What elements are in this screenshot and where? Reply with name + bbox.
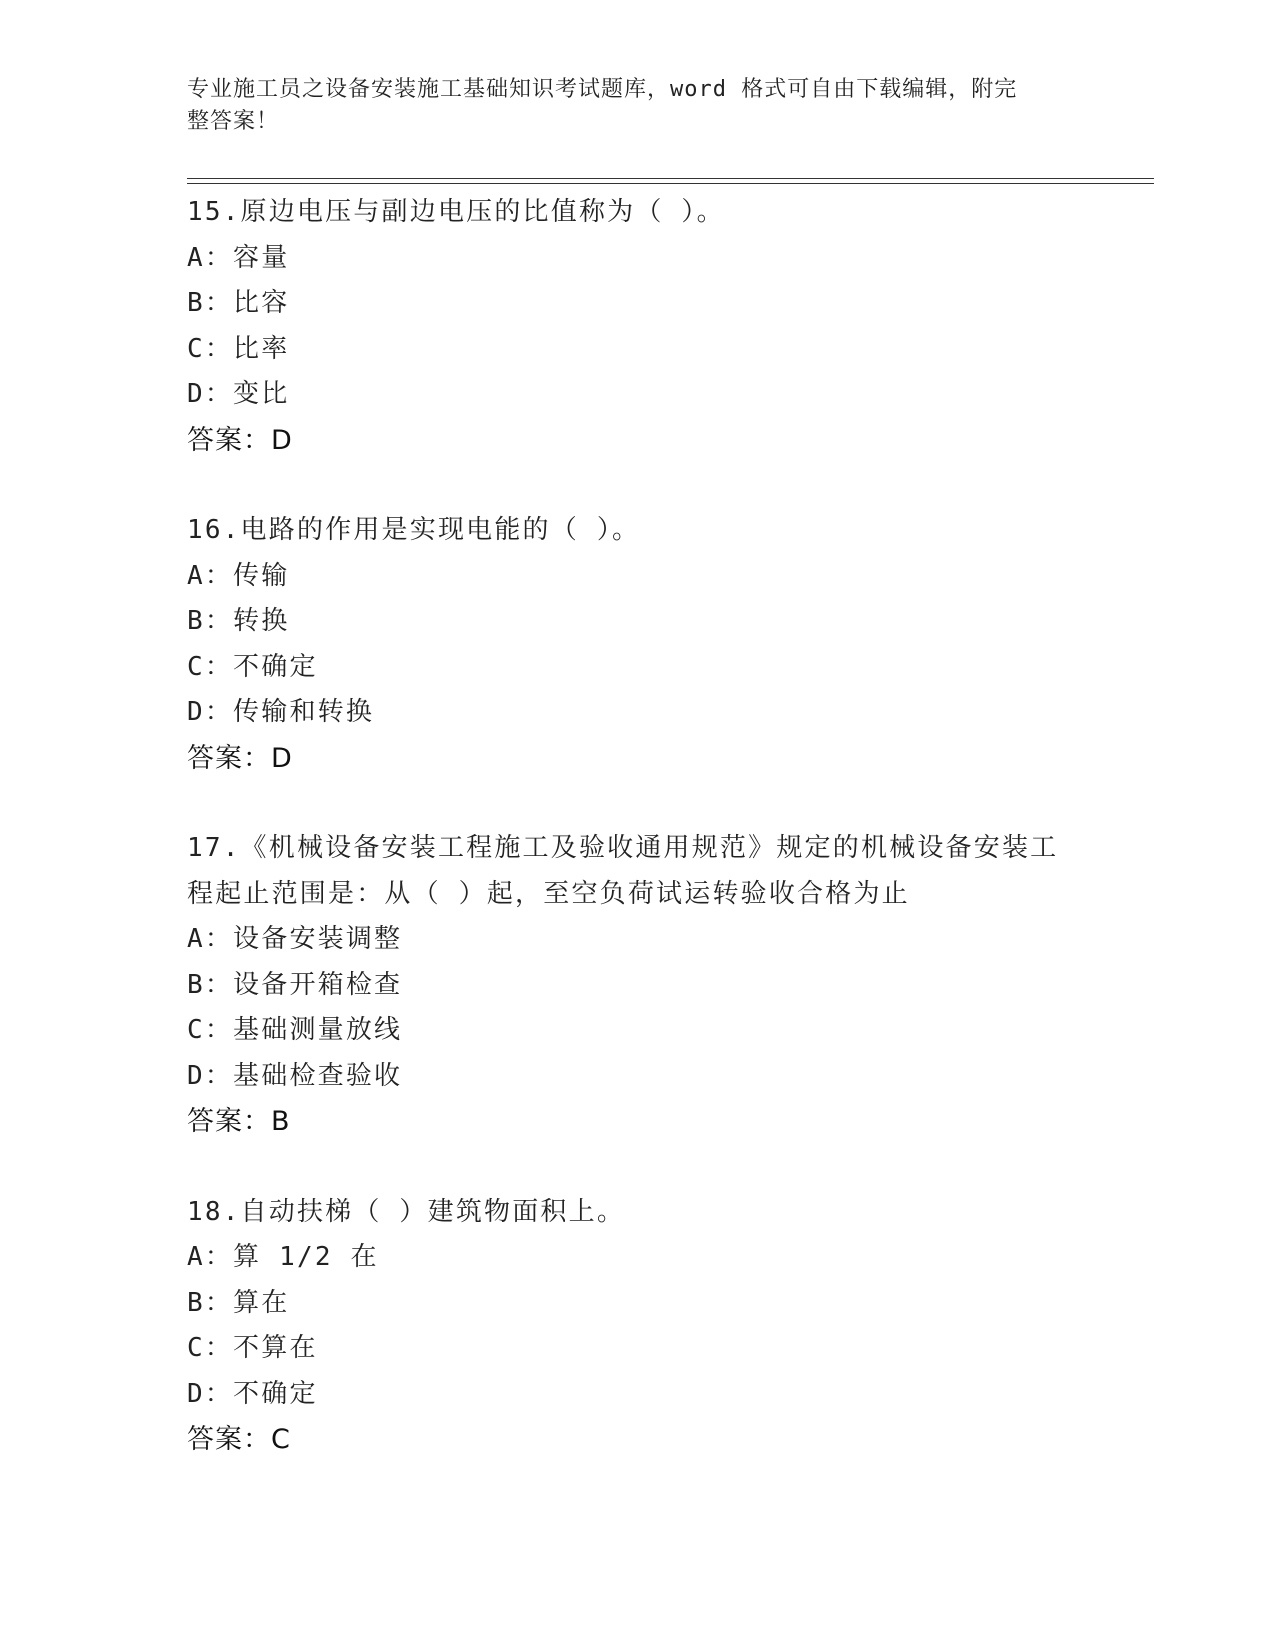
header-line-1: 专业施工员之设备安装施工基础知识考试题库，word 格式可自由下载编辑，附完	[187, 77, 1018, 102]
question-15	[187, 190, 1087, 463]
option-a: A：容量	[187, 242, 290, 273]
option-d: D：不确定	[187, 1378, 318, 1409]
question-list	[187, 190, 1087, 1508]
answer: 答案：D	[187, 742, 293, 774]
option-b: B：设备开箱检查	[187, 969, 403, 1000]
question-stem: 16.电路的作用是实现电能的（ ）。	[187, 515, 641, 545]
option-d: D：基础检查验收	[187, 1060, 403, 1091]
question-stem-line-1: 17.《机械设备安装工程施工及验收通用规范》规定的机械设备安装工	[187, 833, 1059, 863]
option-d: D：变比	[187, 379, 290, 409]
header-divider-bottom	[187, 183, 1154, 184]
document-header	[187, 74, 1067, 138]
header-divider-top	[187, 178, 1154, 179]
option-a: A：设备安装调整	[187, 924, 403, 954]
question-16	[187, 508, 1087, 781]
option-c: C：不确定	[187, 651, 318, 682]
option-b: B：转换	[187, 606, 290, 636]
question-stem: 15.原边电压与副边电压的比值称为（ ）。	[187, 197, 725, 227]
option-c: C：比率	[187, 333, 290, 364]
answer: 答案：B	[187, 1106, 291, 1137]
option-a: A：算 1/2 在	[187, 1242, 379, 1272]
question-17	[187, 826, 1087, 1145]
option-a: A：传输	[187, 560, 290, 591]
option-c: C：不算在	[187, 1333, 318, 1363]
answer: 答案：D	[187, 424, 293, 456]
option-c: C：基础测量放线	[187, 1015, 403, 1045]
question-18	[187, 1190, 1087, 1463]
question-stem: 18.自动扶梯（ ）建筑物面积上。	[187, 1196, 626, 1227]
header-line-2: 整答案！	[187, 109, 280, 134]
option-b: B：比容	[187, 288, 290, 318]
question-stem-line-2: 程起止范围是：从（ ）起，至空负荷试运转验收合格为止	[187, 878, 910, 909]
option-d: D：传输和转换	[187, 697, 375, 727]
option-b: B：算在	[187, 1287, 290, 1318]
answer: 答案：C	[187, 1424, 291, 1455]
